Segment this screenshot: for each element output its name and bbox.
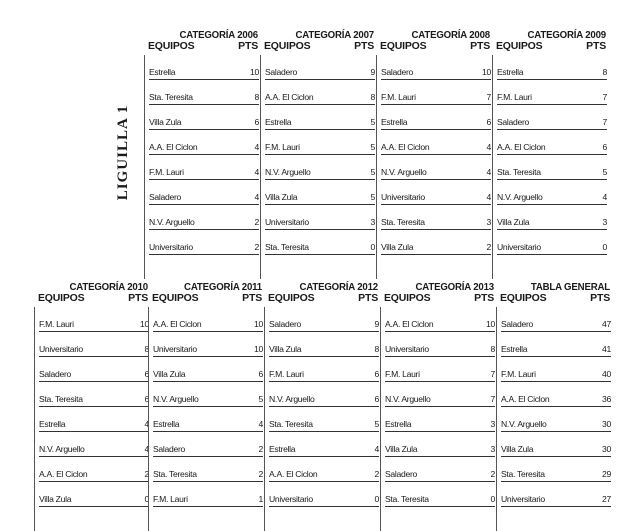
team-name: Saladero (269, 319, 302, 329)
team-points: 10 (140, 319, 149, 329)
team-points: 0 (490, 494, 495, 504)
team-points: 10 (254, 344, 263, 354)
table-rows (148, 307, 263, 531)
table-rows (496, 307, 611, 531)
team-name: Estrella (385, 419, 412, 429)
team-name: F.M. Lauri (501, 369, 536, 379)
teams-column-header: EQUIPOS (380, 40, 427, 52)
teams-column-header: EQUIPOS (148, 40, 195, 52)
table-row (381, 180, 491, 205)
standings-table (148, 29, 259, 252)
team-name: F.M. Lauri (265, 142, 300, 152)
team-points: 8 (144, 344, 149, 354)
table-row (381, 55, 491, 80)
table-row (269, 382, 379, 407)
team-points: 30 (602, 419, 611, 429)
team-name: Estrella (501, 344, 528, 354)
team-name: F.M. Lauri (39, 319, 74, 329)
team-points: 5 (374, 419, 379, 429)
team-name: Sta. Teresita (501, 469, 545, 479)
table-row (149, 205, 259, 230)
team-name: Estrella (265, 117, 292, 127)
team-points: 41 (602, 344, 611, 354)
table-row (501, 407, 611, 432)
table-rows (264, 307, 379, 531)
team-points: 47 (602, 319, 611, 329)
team-points: 29 (602, 469, 611, 479)
team-points: 6 (144, 394, 149, 404)
team-points: 4 (254, 142, 259, 152)
team-points: 5 (370, 142, 375, 152)
teams-column-header: EQUIPOS (264, 40, 311, 52)
standings-table (384, 281, 495, 504)
team-name: Sta. Teresita (265, 242, 309, 252)
table-rows (144, 55, 259, 279)
team-name: Universitario (501, 494, 545, 504)
team-points: 9 (374, 319, 379, 329)
table-row (269, 307, 379, 332)
table-title: CATEGORÍA 2012 (299, 281, 378, 293)
team-name: N.V. Arguello (149, 217, 195, 227)
table-row (39, 457, 149, 482)
team-name: F.M. Lauri (149, 167, 184, 177)
table-row (153, 357, 263, 382)
table-row (269, 332, 379, 357)
points-column-header: PTS (358, 292, 378, 304)
table-title: CATEGORÍA 2009 (527, 29, 606, 41)
table-row (269, 432, 379, 457)
team-points: 30 (602, 444, 611, 454)
table-row (39, 407, 149, 432)
team-points: 27 (602, 494, 611, 504)
teams-column-header: EQUIPOS (152, 292, 199, 304)
table-title: CATEGORÍA 2011 (184, 281, 262, 293)
team-name: F.M. Lauri (153, 494, 188, 504)
team-name: Estrella (39, 419, 66, 429)
table-row (39, 382, 149, 407)
team-name: N.V. Arguello (265, 167, 311, 177)
table-row (497, 180, 607, 205)
points-column-header: PTS (238, 40, 258, 52)
teams-column-header: EQUIPOS (38, 292, 85, 304)
team-name: Villa Zula (381, 242, 414, 252)
table-header (152, 293, 262, 304)
table-row (497, 230, 607, 255)
table-header (268, 293, 378, 304)
table-row (39, 332, 149, 357)
team-name: Saladero (149, 192, 182, 202)
table-row (39, 482, 149, 507)
table-row (265, 105, 375, 130)
team-name: A.A. El Ciclon (149, 142, 198, 152)
table-row (149, 130, 259, 155)
team-points: 5 (370, 117, 375, 127)
teams-column-header: EQUIPOS (268, 292, 315, 304)
team-points: 2 (144, 469, 149, 479)
table-title: CATEGORÍA 2008 (411, 29, 490, 41)
table-row (497, 130, 607, 155)
table-row (265, 205, 375, 230)
points-column-header: PTS (128, 292, 148, 304)
team-points: 5 (258, 394, 263, 404)
points-column-header: PTS (242, 292, 262, 304)
team-name: Villa Zula (153, 369, 186, 379)
team-points: 5 (370, 167, 375, 177)
team-points: 0 (374, 494, 379, 504)
table-title: CATEGORÍA 2006 (179, 29, 258, 41)
team-points: 4 (374, 444, 379, 454)
team-name: Sta. Teresita (497, 167, 541, 177)
team-name: F.M. Lauri (497, 92, 532, 102)
team-points: 5 (370, 192, 375, 202)
team-points: 0 (370, 242, 375, 252)
team-points: 3 (490, 444, 495, 454)
team-points: 3 (602, 217, 607, 227)
team-points: 7 (602, 117, 607, 127)
team-name: Villa Zula (149, 117, 182, 127)
team-points: 4 (254, 192, 259, 202)
team-name: Sta. Teresita (385, 494, 429, 504)
team-name: A.A. El Ciclon (497, 142, 546, 152)
team-name: A.A. El Ciclon (153, 319, 202, 329)
table-row (501, 332, 611, 357)
team-points: 2 (258, 469, 263, 479)
team-points: 9 (370, 67, 375, 77)
table-row (385, 482, 495, 507)
table-row (501, 357, 611, 382)
team-points: 2 (374, 469, 379, 479)
team-points: 6 (602, 142, 607, 152)
table-header (38, 293, 148, 304)
team-points: 3 (486, 217, 491, 227)
team-points: 2 (490, 469, 495, 479)
table-row (153, 307, 263, 332)
team-points: 10 (250, 67, 259, 77)
team-name: Estrella (149, 67, 176, 77)
team-name: Sta. Teresita (39, 394, 83, 404)
table-row (265, 230, 375, 255)
table-row (269, 457, 379, 482)
table-row (501, 307, 611, 332)
team-points: 4 (602, 192, 607, 202)
team-name: Universitario (153, 344, 197, 354)
table-row (265, 155, 375, 180)
teams-column-header: EQUIPOS (500, 292, 547, 304)
team-points: 0 (144, 494, 149, 504)
team-name: Universitario (265, 217, 309, 227)
table-header (148, 41, 258, 52)
team-name: Sta. Teresita (153, 469, 197, 479)
team-name: N.V. Arguello (501, 419, 547, 429)
team-name: Universitario (39, 344, 83, 354)
standings-table (152, 281, 263, 504)
table-row (501, 382, 611, 407)
team-name: Estrella (153, 419, 180, 429)
table-row (265, 80, 375, 105)
points-column-header: PTS (586, 40, 606, 52)
team-name: N.V. Arguello (269, 394, 315, 404)
table-row (497, 155, 607, 180)
team-points: 0 (602, 242, 607, 252)
team-name: N.V. Arguello (153, 394, 199, 404)
table-row (381, 230, 491, 255)
liguilla-title-text: LIGUILLA 1 (115, 104, 132, 200)
team-name: Villa Zula (39, 494, 72, 504)
table-row (385, 332, 495, 357)
points-column-header: PTS (354, 40, 374, 52)
team-name: Saladero (385, 469, 418, 479)
table-row (265, 180, 375, 205)
team-points: 6 (374, 369, 379, 379)
team-points: 10 (482, 67, 491, 77)
team-points: 1 (258, 494, 263, 504)
team-name: Villa Zula (265, 192, 298, 202)
team-name: N.V. Arguello (497, 192, 543, 202)
team-points: 4 (258, 419, 263, 429)
team-points: 4 (486, 167, 491, 177)
team-points: 40 (602, 369, 611, 379)
team-points: 10 (254, 319, 263, 329)
team-name: Estrella (269, 444, 296, 454)
points-column-header: PTS (470, 40, 490, 52)
team-points: 2 (486, 242, 491, 252)
teams-column-header: EQUIPOS (384, 292, 431, 304)
team-points: 6 (258, 369, 263, 379)
table-row (153, 432, 263, 457)
team-name: Universitario (381, 192, 425, 202)
table-row (149, 80, 259, 105)
team-name: Saladero (381, 67, 414, 77)
team-name: Saladero (501, 319, 534, 329)
table-row (501, 482, 611, 507)
table-row (153, 482, 263, 507)
table-row (497, 105, 607, 130)
table-header (384, 293, 494, 304)
table-row (269, 482, 379, 507)
points-column-header: PTS (590, 292, 610, 304)
table-title: TABLA GENERAL (530, 281, 610, 293)
table-row (265, 55, 375, 80)
table-row (39, 357, 149, 382)
table-row (385, 457, 495, 482)
team-name: N.V. Arguello (39, 444, 85, 454)
team-points: 8 (490, 344, 495, 354)
table-row (385, 357, 495, 382)
table-rows (260, 55, 375, 279)
team-points: 4 (254, 167, 259, 177)
team-points: 5 (602, 167, 607, 177)
table-rows (492, 55, 607, 279)
table-row (381, 130, 491, 155)
team-points: 7 (602, 92, 607, 102)
team-points: 8 (374, 344, 379, 354)
team-name: Villa Zula (269, 344, 302, 354)
team-points: 8 (370, 92, 375, 102)
table-title: CATEGORÍA 2007 (295, 29, 374, 41)
team-name: Universitario (497, 242, 541, 252)
team-points: 36 (602, 394, 611, 404)
table-row (381, 155, 491, 180)
points-column-header: PTS (474, 292, 494, 304)
team-points: 8 (254, 92, 259, 102)
liguilla-title (112, 92, 136, 212)
standings-table (264, 29, 375, 252)
team-name: A.A. El Ciclon (381, 142, 430, 152)
team-name: F.M. Lauri (269, 369, 304, 379)
team-name: N.V. Arguello (385, 394, 431, 404)
team-points: 7 (486, 92, 491, 102)
table-row (269, 407, 379, 432)
table-row (149, 105, 259, 130)
table-header (264, 41, 374, 52)
team-points: 8 (602, 67, 607, 77)
table-row (501, 457, 611, 482)
team-name: A.A. El Ciclon (265, 92, 314, 102)
table-header (500, 293, 610, 304)
table-title: CATEGORÍA 2013 (415, 281, 494, 293)
teams-column-header: EQUIPOS (496, 40, 543, 52)
standings-table (500, 281, 611, 504)
standings-table (496, 29, 607, 252)
table-row (385, 382, 495, 407)
team-name: Universitario (269, 494, 313, 504)
table-row (497, 205, 607, 230)
team-name: F.M. Lauri (385, 369, 420, 379)
table-row (149, 155, 259, 180)
team-points: 7 (490, 394, 495, 404)
table-row (153, 332, 263, 357)
table-header (496, 41, 606, 52)
table-row (39, 432, 149, 457)
table-header (380, 41, 490, 52)
table-row (501, 432, 611, 457)
team-name: N.V. Arguello (381, 167, 427, 177)
team-points: 2 (254, 217, 259, 227)
table-row (269, 357, 379, 382)
table-row (149, 230, 259, 255)
table-row (497, 55, 607, 80)
team-name: Saladero (39, 369, 72, 379)
team-name: A.A. El Ciclon (39, 469, 88, 479)
table-row (381, 205, 491, 230)
table-row (39, 307, 149, 332)
team-name: Sta. Teresita (269, 419, 313, 429)
team-name: A.A. El Ciclon (501, 394, 550, 404)
table-row (385, 407, 495, 432)
table-row (497, 80, 607, 105)
standings-table (38, 281, 149, 504)
table-rows (376, 55, 491, 279)
table-rows (380, 307, 495, 531)
team-name: Saladero (265, 67, 298, 77)
team-name: Universitario (149, 242, 193, 252)
table-row (153, 457, 263, 482)
table-row (385, 432, 495, 457)
table-row (381, 80, 491, 105)
team-points: 6 (486, 117, 491, 127)
table-row (381, 105, 491, 130)
team-name: A.A. El Ciclon (269, 469, 318, 479)
team-name: Villa Zula (501, 444, 534, 454)
team-name: Estrella (381, 117, 408, 127)
team-points: 10 (486, 319, 495, 329)
team-name: Saladero (153, 444, 186, 454)
table-row (265, 130, 375, 155)
standings-table (268, 281, 379, 504)
team-name: F.M. Lauri (381, 92, 416, 102)
team-name: A.A. El Ciclon (385, 319, 434, 329)
team-points: 3 (370, 217, 375, 227)
table-row (153, 382, 263, 407)
table-row (385, 307, 495, 332)
table-title: CATEGORÍA 2010 (69, 281, 148, 293)
team-points: 6 (254, 117, 259, 127)
table-row (149, 180, 259, 205)
table-row (153, 407, 263, 432)
team-points: 6 (374, 394, 379, 404)
team-points: 6 (144, 369, 149, 379)
table-row (149, 55, 259, 80)
team-name: Sta. Teresita (149, 92, 193, 102)
team-points: 3 (490, 419, 495, 429)
team-name: Sta. Teresita (381, 217, 425, 227)
team-name: Villa Zula (385, 444, 418, 454)
team-name: Universitario (385, 344, 429, 354)
team-name: Estrella (497, 67, 524, 77)
table-rows (34, 307, 149, 531)
team-name: Villa Zula (497, 217, 530, 227)
team-points: 4 (144, 444, 149, 454)
team-points: 7 (490, 369, 495, 379)
standings-table (380, 29, 491, 252)
team-points: 2 (254, 242, 259, 252)
team-points: 4 (486, 192, 491, 202)
team-points: 4 (144, 419, 149, 429)
team-name: Saladero (497, 117, 530, 127)
team-points: 4 (486, 142, 491, 152)
team-points: 2 (258, 444, 263, 454)
